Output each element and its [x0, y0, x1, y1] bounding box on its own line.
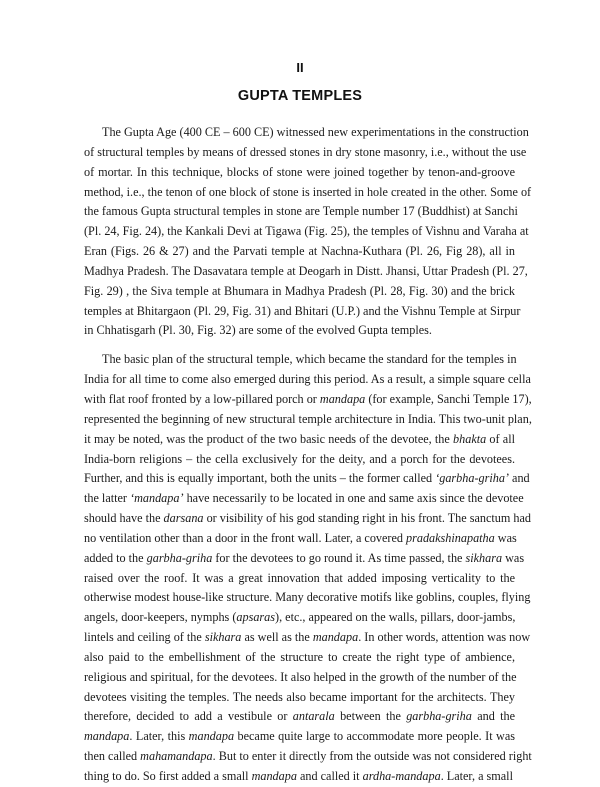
italic-term: ardha-mandapa: [362, 769, 441, 783]
text-run: thing to do. So first added a small: [84, 769, 252, 783]
text-line: [84, 747, 532, 767]
italic-term: mandapa: [319, 391, 366, 406]
text-line: [84, 529, 515, 549]
paragraph: [84, 123, 532, 341]
text-run: of structural temples by means of dressed stones in dry stone masonry, i.e., without the use: [84, 144, 527, 159]
text-run: it may be noted, was the product of the two basic needs of the devotee, the: [84, 431, 454, 446]
text-line: [84, 222, 529, 242]
text-run: (Pl. 24, Fig. 24), the Kankali Devi at Tigawa (Fig. 25), the temples of Vishnu and Varaha at: [84, 224, 529, 239]
paragraph: [84, 350, 532, 787]
text-run: India-born religions – the cella exclusively for the deity, and a porch for the devotees.: [84, 451, 515, 466]
text-line: [84, 242, 515, 262]
text-line: [84, 262, 528, 282]
text-run: with flat roof fronted by a low-pillared porch or: [84, 391, 320, 406]
italic-term: sikhara: [465, 550, 503, 565]
text-run: or visibility of his god standing right in his front. The sanctum had: [203, 511, 531, 526]
text-run: The basic plan of the structural temple, which became the standard for the temples in: [102, 352, 517, 367]
text-run: was: [494, 530, 517, 545]
text-run: the famous Gupta structural temples in stone are Temple number 17 (Buddhist) at Sanchi: [84, 204, 518, 219]
text-run: . Later, this: [129, 729, 189, 744]
italic-term: mandapa: [84, 729, 130, 744]
text-run: Madhya Pradesh. The Dasavatara temple at Deogarh in Distt. Jhansi, Uttar Pradesh (Pl. 27,: [84, 263, 528, 278]
text-line: [84, 302, 521, 322]
text-line: [84, 410, 532, 430]
text-line: [84, 450, 515, 470]
italic-term: mandapa: [251, 769, 297, 783]
text-line: [84, 648, 515, 668]
italic-term: garbha-griha: [146, 550, 213, 565]
text-run: Eran (Figs. 26 & 27) and the Parvati temple at Nachna-Kuthara (Pl. 26, Fig 28), all in: [84, 244, 515, 259]
text-run: temples at Bhitargaon (Pl. 29, Fig. 31) and Bhitari (U.P.) and the Vishnu Temple at Sirpur: [84, 303, 521, 318]
text-line: [84, 727, 515, 747]
text-run: ), etc., appeared on the walls, pillars, door-jambs,: [275, 610, 516, 625]
text-run: have necessarily to be located in one and same axis since the devotee: [183, 491, 524, 506]
text-line: [84, 588, 531, 608]
text-run: added to the: [84, 550, 147, 565]
text-run: should have the: [84, 511, 164, 526]
body-text: [84, 123, 532, 787]
text-run: for the devotees to go round it. As time passed, the: [212, 550, 466, 565]
text-run: Further, and this is equally important, both the units – the former called: [84, 471, 436, 486]
text-run: raised over the roof. It was a great innovation that added imposing verticality to the: [84, 570, 515, 585]
text-line: [84, 370, 531, 390]
text-line: [84, 489, 524, 509]
text-run: otherwise modest house-like structure. Many decorative motifs like goblins, couples, flying: [84, 590, 531, 605]
text-run: devotees visiting the temples. The needs also became important for the architects. They: [84, 689, 515, 704]
text-run: (for example, Sanchi Temple 17),: [365, 391, 532, 406]
text-line: [84, 668, 515, 688]
text-line: [84, 282, 515, 302]
italic-term: darsana: [163, 511, 204, 526]
italic-term: apsaras: [236, 610, 276, 625]
text-line: [84, 767, 515, 787]
text-run: lintels and ceiling of the: [84, 630, 205, 645]
text-run: . But to enter it directly from the outside was not considered right: [212, 749, 532, 764]
text-line: [84, 321, 515, 341]
text-run: as well as the: [241, 630, 313, 645]
italic-term: mahamandapa: [140, 749, 213, 764]
text-run: the latter: [84, 491, 131, 506]
text-line: [84, 143, 527, 163]
text-line: [84, 202, 518, 222]
italic-term: pradakshinapatha: [406, 530, 495, 545]
text-run: . In other words, attention was now: [358, 630, 531, 645]
text-run: was: [502, 550, 525, 565]
text-run: and the: [471, 709, 515, 724]
text-run: and: [509, 471, 530, 486]
chapter-number: II: [296, 60, 304, 75]
text-run: Fig. 29) , the Siva temple at Bhumara in Madhya Pradesh (Pl. 28, Fig. 30) and the brick: [84, 283, 515, 298]
text-line: [84, 123, 529, 143]
text-run: method, i.e., the tenon of one block of stone is inserted in hole created in the other. Some of: [84, 184, 532, 199]
text-run: between the: [334, 709, 407, 724]
paragraph-gap: [84, 341, 515, 350]
text-line: [84, 688, 515, 708]
text-run: then called: [84, 749, 141, 764]
text-run: represented the beginning of new structural temple architecture in India. This two-unit plan,: [84, 411, 532, 426]
text-line: [84, 549, 525, 569]
text-line: [84, 390, 532, 410]
italic-term: garbha-griha: [406, 709, 472, 724]
italic-term: mandapa: [312, 630, 359, 645]
text-line: [84, 163, 515, 183]
text-run: of mortar. In this technique, blocks of stone were joined together by tenon-and-groove: [84, 164, 515, 179]
text-line: [84, 628, 531, 648]
text-line: [84, 608, 515, 628]
chapter-title: GUPTA TEMPLES: [237, 88, 363, 104]
text-run: also paid to the embellishment of the structure to create the right type of ambience,: [84, 649, 515, 664]
text-run: . Later, a small: [440, 769, 513, 783]
italic-term: mandapa: [188, 729, 235, 744]
text-run: no ventilation other than a door in the front wall. Later, a covered: [84, 530, 407, 545]
text-run: angels, door-keepers, nymphs (: [84, 610, 237, 625]
italic-term: ‘mandapa’: [130, 491, 184, 506]
text-run: India for all time to come also emerged during this period. As a result, a simple square cella: [84, 372, 531, 387]
italic-term: sikhara: [204, 630, 242, 645]
text-run: of all: [486, 431, 515, 446]
text-line: [84, 469, 530, 489]
text-line: [84, 430, 515, 450]
text-run: became quite large to accommodate more people. It was: [234, 729, 515, 744]
italic-term: ‘garbha-griha’: [435, 471, 509, 486]
italic-term: antarala: [292, 709, 335, 724]
text-line: [84, 509, 531, 529]
text-run: in Chhatisgarh (Pl. 30, Fig. 32) are some of the evolved Gupta temples.: [84, 323, 432, 338]
text-run: and called it: [296, 769, 363, 783]
text-run: religious and spiritual, for the devotees. It also helped in the growth of the number of the: [84, 669, 517, 684]
text-run: therefore, decided to add a vestibule or: [84, 709, 293, 724]
text-line: [84, 183, 532, 203]
text-line: [84, 707, 515, 727]
text-line: [84, 569, 515, 589]
text-run: The Gupta Age (400 CE – 600 CE) witnessed new experimentations in the construction: [102, 125, 529, 139]
text-line: [84, 350, 515, 370]
italic-term: bhakta: [453, 431, 487, 446]
